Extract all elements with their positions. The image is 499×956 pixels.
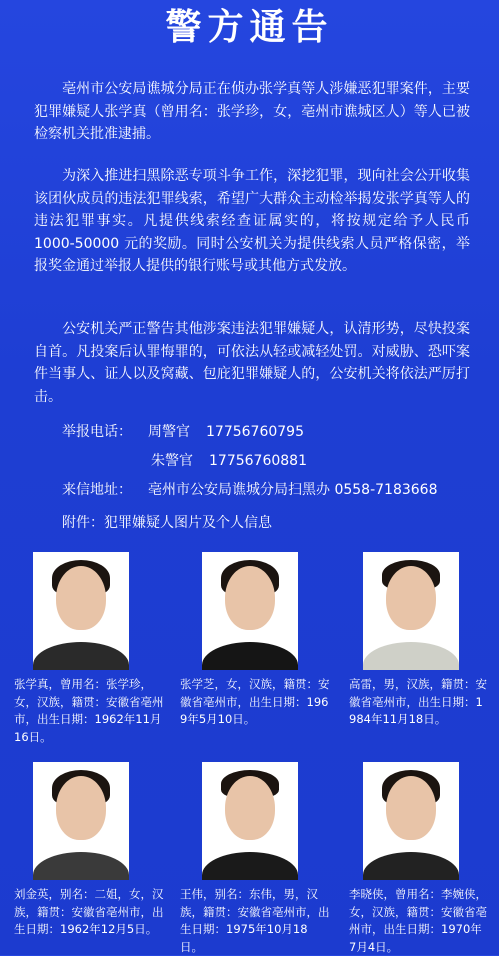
suspect-caption-4: 刘金英，别名：二姐，女，汉族，籍贯：安徽省亳州市，出生日期：1962年12月5日。 (14, 887, 164, 936)
officer-name: 周警官 (148, 424, 190, 440)
suspect-photo-2 (202, 552, 298, 670)
suspect-caption-6: 李晓侠，曾用名：李婉侠，女，汉族，籍贯：安徽省亳州市，出生日期：1970年7月4日。 (349, 887, 487, 954)
suspect-caption-3: 高雷，男，汉族，籍贯：安徽省亳州市，出生日期：1984年11月18日。 (349, 677, 487, 726)
notice-paragraph-2 (34, 165, 470, 278)
paragraph-text: 亳州市公安局谯城分局正在侦办张学真等人涉嫌恶犯罪案件，主要犯罪嫌疑人张学真（曾用名：张学珍，女，亳州市谯城区人）等人已被检察机关批准逮捕。 (34, 81, 470, 142)
phone-number[interactable]: 17756760881 (209, 453, 307, 469)
tip-line-label: 举报电话： (62, 424, 132, 440)
phone-number[interactable]: 17756760795 (206, 424, 304, 440)
suspect-caption-5: 王伟，别名：东伟，男，汉族，籍贯：安徽省亳州市，出生日期：1975年10月18日。 (180, 887, 330, 954)
paragraph-text: 为深入推进扫黑除恶专项斗争工作，深挖犯罪，现向社会公开收集该团伙成员的违法犯罪线索，希望广大群众主动检举揭发张学真等人的违法犯罪事实。凡提供线索经查证属实的，将按规定给予人民币 1000-50000 元的奖励。同时公安机关为提供线索人员严格保密，举报奖金通过举报人提供的银行账号或其他方式发放。 (34, 168, 470, 274)
officer-name: 朱警官 (151, 453, 193, 469)
notice-paragraph-1 (34, 78, 470, 146)
paragraph-text: 公安机关严正警告其他涉案违法犯罪嫌疑人，认清形势，尽快投案自首。凡投案后认罪悔罪的，可依法从轻或减轻处罚。对威胁、恐吓案件当事人、证人以及窝藏、包庇犯罪嫌疑人的，公安机关将依法严厉打击。 (34, 321, 470, 405)
attachment-note: 附件：犯罪嫌疑人图片及个人信息 (62, 515, 272, 531)
suspect-caption-2: 张学芝，女，汉族，籍贯：安徽省亳州市，出生日期：1969年5月10日。 (180, 677, 330, 726)
tip-line-1 (62, 422, 304, 442)
suspect-caption-1: 张学真，曾用名：张学珍，女，汉族，籍贯：安徽省亳州市，出生日期：1962年11月16日。 (14, 677, 164, 744)
notice-paragraph-3 (34, 318, 470, 408)
mail-address (62, 480, 437, 500)
suspect-photo-3 (363, 552, 459, 670)
suspect-photo-6 (363, 762, 459, 880)
suspect-photo-5 (202, 762, 298, 880)
suspect-photo-4 (33, 762, 129, 880)
address-label: 来信地址： (62, 482, 132, 498)
address-value: 亳州市公安局谯城分局扫黑办 0558-7183668 (148, 482, 438, 498)
page-title: 警方通告 (165, 7, 334, 48)
tip-line-2 (151, 451, 307, 471)
suspect-photo-1 (33, 552, 129, 670)
